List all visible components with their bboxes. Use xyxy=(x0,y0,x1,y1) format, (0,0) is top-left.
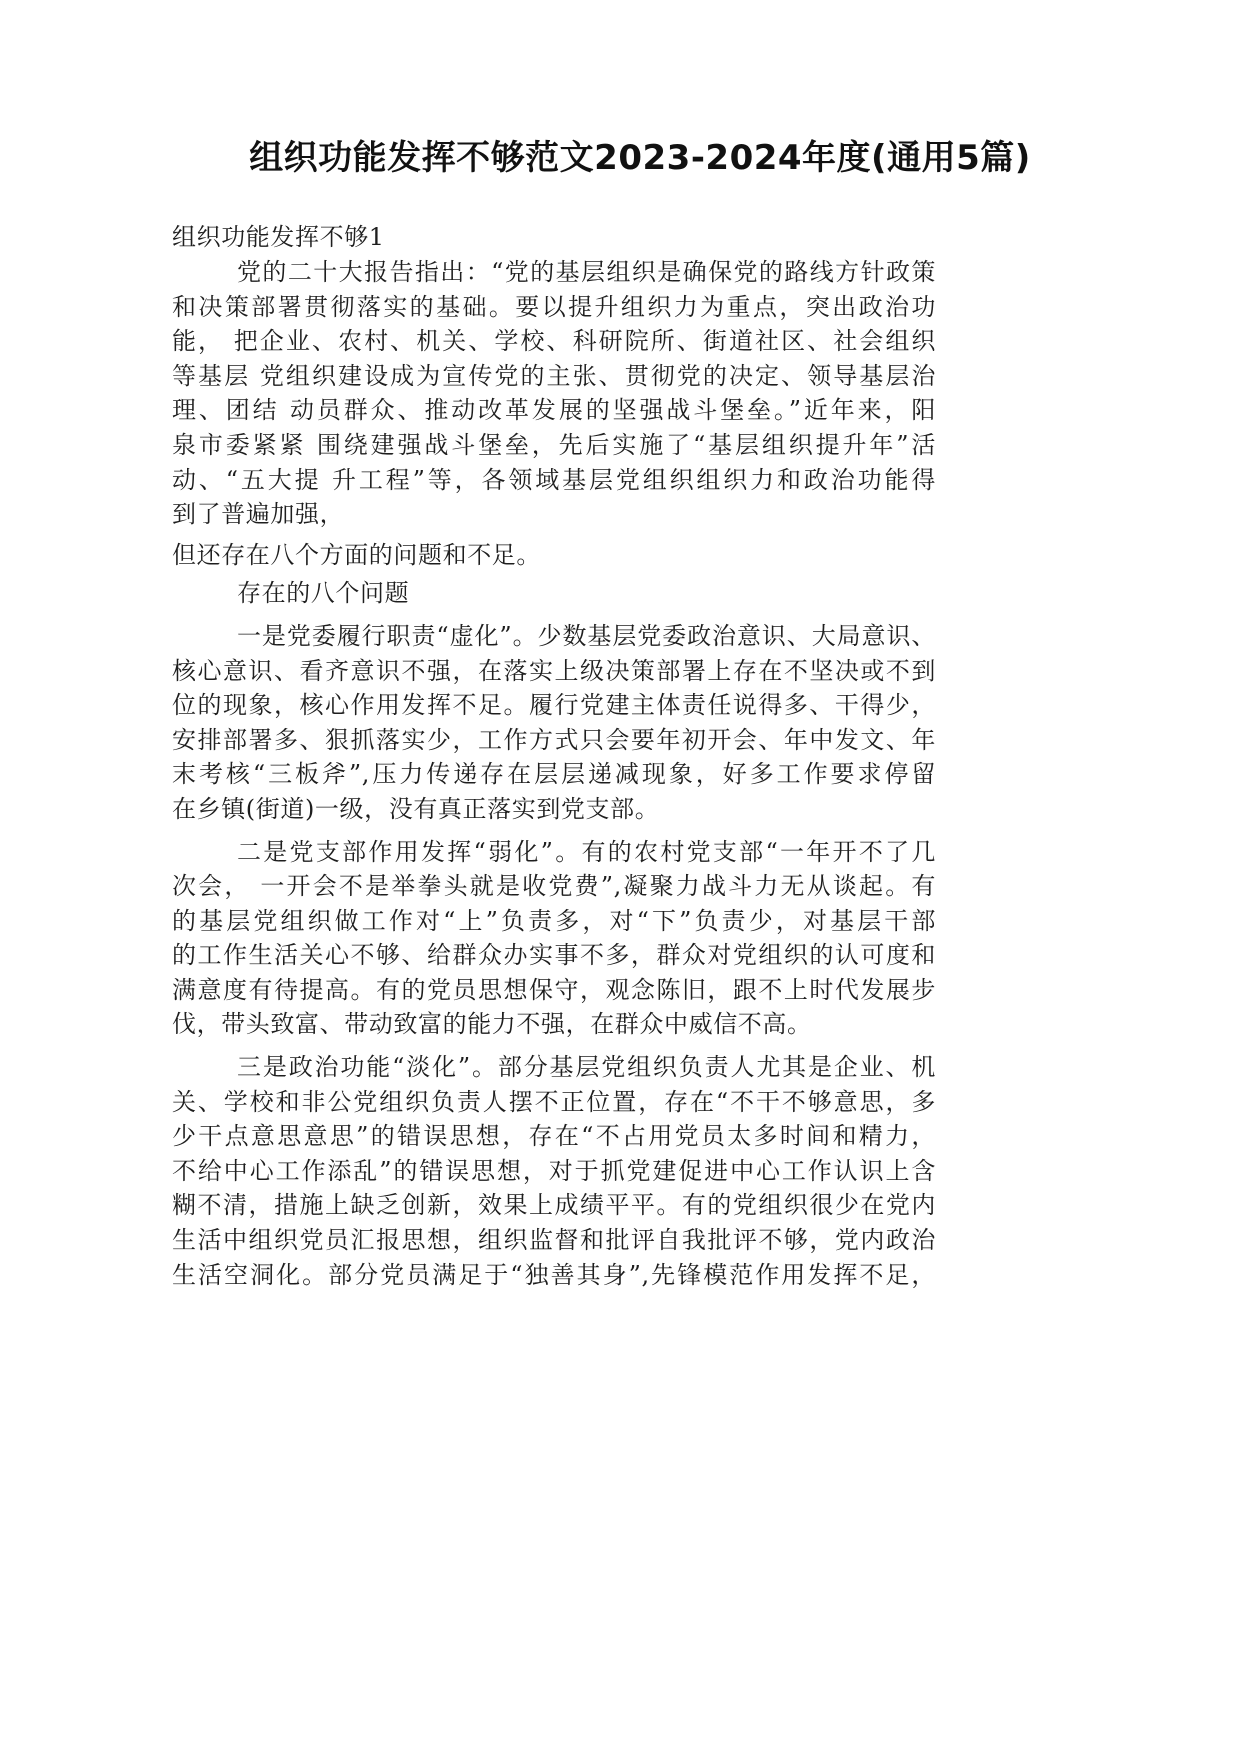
paragraph-line: 末考核“三板斧”,压力传递存在层层递减现象，好多工作要求停留 xyxy=(172,760,936,789)
paragraph-3 xyxy=(172,835,936,1043)
paragraph-line: 动、“五大提 升工程”等，各领域基层党组织组织力和政治功能得 xyxy=(172,465,936,494)
paragraph-line: 生活中组织党员汇报思想，组织监督和批评自我批评不够，党内政治 xyxy=(172,1226,936,1255)
paragraph-line: 不给中心工作添乱”的错误思想，对于抓党建促进中心工作认识上含 xyxy=(172,1156,936,1185)
paragraph-line: 糊不清，措施上缺乏创新，效果上成绩平平。有的党组织很少在党内 xyxy=(172,1191,936,1220)
subheading: 存在的八个问题 xyxy=(237,579,410,608)
paragraph-line: 但还存在八个方面的问题和不足。 xyxy=(172,540,541,569)
section-heading: 组织功能发挥不够1 xyxy=(172,223,385,251)
paragraph-line: 生活空洞化。部分党员满足于“独善其身”,先锋模范作用发挥不足， xyxy=(172,1260,936,1289)
document-body xyxy=(172,220,936,1292)
document-title: 组织功能发挥不够范文2023-2024年度(通用5篇) xyxy=(249,138,1031,178)
paragraph-line: 能， 把企业、农村、机关、学校、科研院所、街道社区、社会组织 xyxy=(172,327,936,356)
paragraph-line: 少干点意思意思”的错误思想，存在“不占用党员太多时间和精力， xyxy=(172,1122,936,1151)
paragraph-line: 安排部署多、狠抓落实少，工作方式只会要年初开会、年中发文、年 xyxy=(172,725,936,754)
paragraph-line: 的工作生活关心不够、给群众办实事不多，群众对党组织的认可度和 xyxy=(172,941,936,970)
paragraph-2 xyxy=(172,619,936,827)
paragraph-4 xyxy=(172,1050,936,1292)
paragraph-line: 到了普遍加强， xyxy=(172,500,345,529)
paragraph-line: 和决策部署贯彻落实的基础。要以提升组织力为重点，突出政治功 xyxy=(172,292,936,321)
paragraph-line: 的基层党组织做工作对“上”负责多，对“下”负责少，对基层干部 xyxy=(172,906,936,935)
paragraph-line: 二是党支部作用发挥“弱化”。有的农村党支部“一年开不了几 xyxy=(237,837,936,866)
paragraph-1 xyxy=(172,255,936,572)
paragraph-line: 在乡镇(街道)一级，没有真正落实到党支部。 xyxy=(172,794,660,823)
paragraph-line: 三是政治功能“淡化”。部分基层党组织负责人尤其是企业、机 xyxy=(237,1053,936,1082)
paragraph-line: 一是党委履行职责“虚化”。少数基层党委政治意识、大局意识、 xyxy=(237,621,936,650)
paragraph-line: 理、团结 动员群众、推动改革发展的坚强战斗堡垒。”近年来，阳 xyxy=(172,396,936,425)
paragraph-line: 次会， 一开会不是举拳头就是收党费”,凝聚力战斗力无从谈起。有 xyxy=(172,872,936,901)
paragraph-line: 泉市委紧紧 围绕建强战斗堡垒，先后实施了“基层组织提升年”活 xyxy=(172,430,936,459)
paragraph-line: 位的现象，核心作用发挥不足。履行党建主体责任说得多、干得少， xyxy=(172,691,936,720)
paragraph-line: 等基层 党组织建设成为宣传党的主张、贯彻党的决定、领导基层治 xyxy=(172,361,936,390)
paragraph-line: 关、学校和非公党组织负责人摆不正位置，存在“不干不够意思，多 xyxy=(172,1087,936,1116)
paragraph-line: 满意度有待提高。有的党员思想保守，观念陈旧，跟不上时代发展步 xyxy=(172,975,936,1004)
paragraph-line: 伐，带头致富、带动致富的能力不强，在群众中威信不高。 xyxy=(172,1010,812,1039)
paragraph-line: 核心意识、看齐意识不强，在落实上级决策部署上存在不坚决或不到 xyxy=(172,656,936,685)
paragraph-line: 党的二十大报告指出：“党的基层组织是确保党的路线方针政策 xyxy=(237,258,936,286)
